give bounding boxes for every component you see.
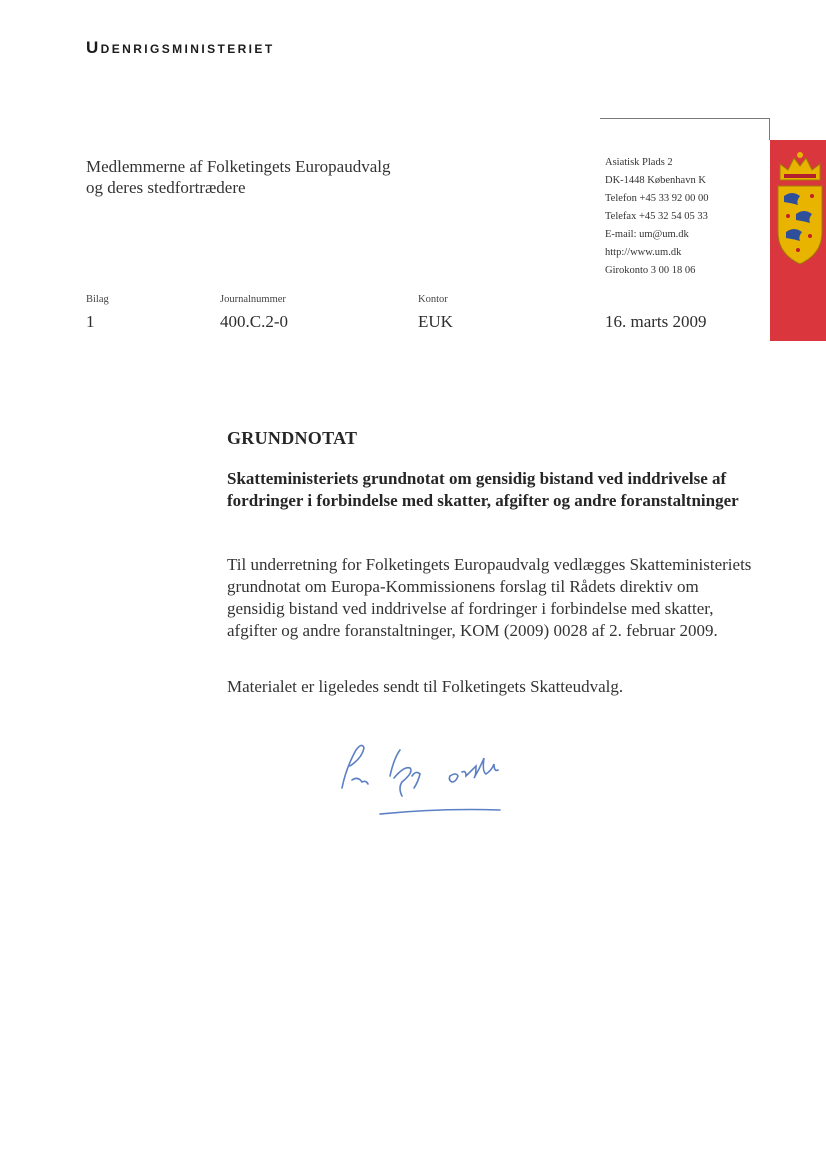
- bilag-label: Bilag: [86, 294, 109, 305]
- kontor-value: EUK: [418, 312, 453, 331]
- bilag-value: 1: [86, 312, 95, 331]
- address-giro: Girokonto 3 00 18 06: [605, 265, 696, 276]
- address-fax: Telefax +45 32 54 05 33: [605, 211, 708, 222]
- closing-paragraph: Materialet er ligeledes sendt til Folketingets Skatteudvalg.: [227, 677, 624, 696]
- danish-coat-of-arms-icon: [774, 150, 826, 270]
- address-block: [605, 154, 708, 280]
- address-divider-vertical: [769, 118, 770, 140]
- address-phone: Telefon +45 33 92 00 00: [605, 193, 709, 204]
- body-paragraph: Til underretning for Folketingets Europaudvalg vedlægges Skatteministeriets grundnotat om Europa-Kommissionens forslag til Rådets direktiv om gensidig bistand ved inddrivelse af fordringer i forbindelse med skatter, afgifter og andre foranstaltninger, KOM (2009) 0028 af 2. februar 2009.: [227, 555, 752, 640]
- address-city: DK-1448 København K: [605, 175, 706, 186]
- journal-label: Journalnummer: [220, 294, 286, 305]
- kontor-label: Kontor: [418, 294, 448, 305]
- address-street: Asiatisk Plads 2: [605, 157, 673, 168]
- recipient-line-2: og deres stedfortrædere: [86, 178, 246, 197]
- document-date: 16. marts 2009: [605, 312, 707, 331]
- recipient-block: [86, 156, 391, 198]
- recipient-line-1: Medlemmerne af Folketingets Europaudvalg: [86, 157, 391, 176]
- address-email: E-mail: um@um.dk: [605, 229, 689, 240]
- handwritten-signature: [330, 730, 550, 825]
- document-subject: Skatteministeriets grundnotat om gensidig bistand ved inddrivelse af fordringer i forbindelse med skatter, afgifter og andre foranstaltninger: [227, 469, 739, 510]
- address-web: http://www.um.dk: [605, 247, 682, 258]
- ministry-name: Udenrigsministeriet: [86, 38, 275, 57]
- journal-value: 400.C.2-0: [220, 312, 288, 331]
- document-heading: GRUNDNOTAT: [227, 428, 358, 448]
- address-divider: [600, 118, 770, 119]
